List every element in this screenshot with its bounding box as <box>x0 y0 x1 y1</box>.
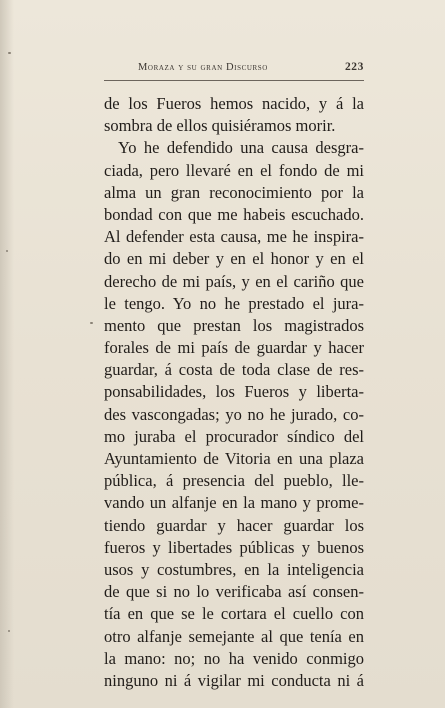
text-line: ninguno ni á vigilar mi conducta ni á <box>104 670 364 690</box>
paper-speck <box>8 52 11 54</box>
text-line: Yo he defendido una causa desgra- <box>118 138 364 158</box>
text-line: mento que prestan los magistrados <box>104 315 364 335</box>
paper-speck <box>8 630 10 632</box>
paper-speck <box>6 250 8 252</box>
text-line: do en mi deber y en el honor y en el <box>104 249 364 269</box>
running-header <box>104 62 364 76</box>
text-line: pública, á presencia del pueblo, lle- <box>104 471 364 491</box>
text-line: fueros y libertades públicas y buenos <box>104 537 364 557</box>
body-text <box>104 93 364 692</box>
text-line: la mano: no; no ha venido conmigo <box>104 648 364 668</box>
text-line: bondad con que me habeis escuchado. <box>104 204 364 224</box>
text-line: usos y costumbres, en la inteligencia <box>104 559 364 579</box>
text-line: otro alfanje semejante al que tenía en <box>104 626 364 646</box>
text-line: mo juraba el procurador síndico del <box>104 426 364 446</box>
text-line: tía en que se le cortara el cuello con <box>104 604 364 624</box>
text-line: ponsabilidades, los Fueros y liberta- <box>104 382 364 402</box>
text-line: tiendo guardar y hacer guardar los <box>104 515 364 535</box>
page-gutter-shadow <box>0 0 14 708</box>
page-number: 223 <box>344 61 364 73</box>
text-line: Al defender esta causa, me he inspira- <box>104 227 364 247</box>
text-line: ciada, pero llevaré en el fondo de mi <box>104 160 364 180</box>
header-rule <box>104 80 364 81</box>
text-line: guardar, á costa de toda clase de res- <box>104 360 364 380</box>
text-line: alma un gran reconocimiento por la <box>104 182 364 202</box>
paper-speck <box>90 322 93 324</box>
text-line: des vascongadas; yo no he jurado, co- <box>104 404 364 424</box>
text-line: sombra de ellos quisiéramos morir. <box>104 116 336 136</box>
text-line: le tengo. Yo no he prestado el jura- <box>104 293 364 313</box>
text-line: vando un alfanje en la mano y prome- <box>104 493 364 513</box>
text-line: de que si no lo verificaba así consen- <box>104 582 364 602</box>
text-line: de los Fueros hemos nacido, y á la <box>104 94 364 113</box>
text-line: forales de mi país de guardar y hacer <box>104 338 364 358</box>
running-title: Moraza y su gran Discurso <box>138 62 268 73</box>
text-line: derecho de mi país, y en el cariño que <box>104 271 364 291</box>
text-line: Ayuntamiento de Vitoria en una plaza <box>104 449 364 468</box>
